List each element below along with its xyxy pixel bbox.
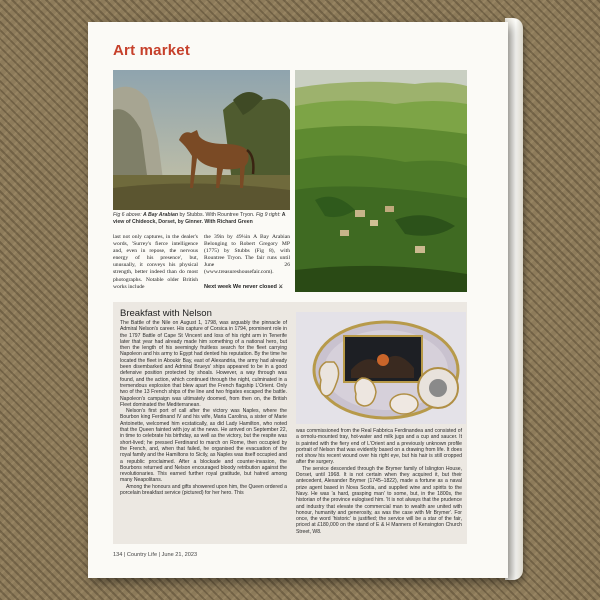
fig9-label: Fig 9 right:	[254, 212, 281, 218]
box-column-1	[120, 320, 287, 496]
horse-painting-image	[113, 70, 290, 210]
fig6-title: A Bay Arabian	[143, 212, 179, 218]
article-column-2: the 39in by 49¼in A Bay Arabian Belonging to Robert Gregory MP (1775) by Stubbs (Fig 8), with Rountree Tryon. The fair runs until June 26 (www.treasureshousefair.com).	[204, 234, 290, 276]
chideock-landscape-image	[295, 70, 467, 292]
box-column-2	[296, 428, 462, 535]
box-paragraph: was commissioned from the Real Fabbrica Ferdinandea and consisted of a ormolu-mounted tray, hot-water and milk jugs and a cup and saucer. It is painted with the fiery end of L'Orient and a previously unknown profile portrait of Nelson that was evidently based on a drawing from life. It does not show his recent wound over his right eye, but his hair is still cropped after the surgery.	[296, 428, 462, 466]
article-column-1: last not only captures, in the dealer's words, 'Surrey's fierce intelligence and, even in repose, the nervous energy of his presence', but, unusually, it conveys his physical strength, better indeed than do most photographs. Notable older British works include	[113, 234, 198, 290]
end-mark-icon: ⚔	[278, 284, 284, 290]
page-footer: 134 | Country Life | June 21, 2023	[113, 552, 198, 558]
box-paragraph: The Battle of the Nile on August 1, 1798, was arguably the pinnacle of Admiral Nelson's career. His capture of Corsica in 1794, prominent role in the 1797 Battle of Cape St Vincent and loss of his right arm in Tenerife later that year had already made him something of a national hero, but then the length of his seemingly fruitless search for the fleet carrying Napoleon and his army to Egypt had dented his reputation. By the time he located the fleet in Aboukir Bay, east of Alexandria, the army had already been disembarked and Admiral Brueys' ships appeared to be in a good defensive position protected by shoals. However, a way through was found, and the action, which continued through the night, culminated in a tremendous explosion that blew apart the French flagship L'Orient. Only two of the 13 French ships of the line and two frigates escaped the battle. Napoleon's campaign was ultimately doomed, from then on, the British Fleet dominated the Mediterranean.	[120, 320, 287, 408]
box-paragraph: The service descended through the Brymer family of Islington House, Dorset, until 1968. It is not certain when they acquired it, but their antecedent, Alexander Brymer (1745–1822), made a fortune as a naval prize agent based in Nova Scotia, and supplied wine and spirits to the Navy. He was 'a hard, grasping man' to some, but, in the 1800s, the historian of the province eulogised him. 'It is not always that the prudence and industry that elevate the commercial man to wealth are united with honour, humanity and generosity, as was the case with Mr Brymer'. For once, the word 'historic' is justified; the service will be a star of the fair, priced at £180,000 on the stand of E & H Manners of Kensington Church Street, W8.	[296, 465, 462, 535]
box-paragraph: Among the honours and gifts showered upon him, the Queen ordered a porcelain breakfast service (pictured) for her hero. This	[120, 483, 287, 497]
next-week-text: Next week We never closed	[204, 284, 277, 290]
fig6-label: Fig 6 above:	[113, 212, 142, 218]
box-title: Breakfast with Nelson	[120, 308, 212, 319]
porcelain-service-image	[296, 312, 466, 424]
fig9-text: A view of Chideock, Dorset, by Ginner. With Richard Green	[113, 212, 286, 225]
fig6-rest: by Stubbs. With Rountree Tryon.	[178, 212, 255, 218]
box-paragraph: Nelson's first port of call after the victory was Naples, where the Bourbon king Ferdinand IV and his wife, Maria Carolina, a sister of Marie Antoinette, welcomed him ecstatically, as did Lady Hamilton, who noted that the Queen fainted with joy at the news. He arrived on September 22, in time to celebrate his birthday, as well as the victory, but the respite was short-lived; he pressed Ferdinand to march on Rome, then occupied by the French, and, when that failed, he organised the evacuation of the royal family and the Hamiltons to Sicily, as Naples was itself occupied and a republic proclaimed. After a blockade and counter-invasion, the Bourbons returned and Nelson encouraged bloody retribution against the revolutionaries. This earned further royal gratitude, but hatred among many Neapolitans.	[120, 408, 287, 484]
section-title: Art market	[113, 42, 191, 59]
next-week-teaser	[204, 284, 290, 290]
image-caption	[113, 212, 290, 225]
magazine-page	[88, 22, 508, 578]
